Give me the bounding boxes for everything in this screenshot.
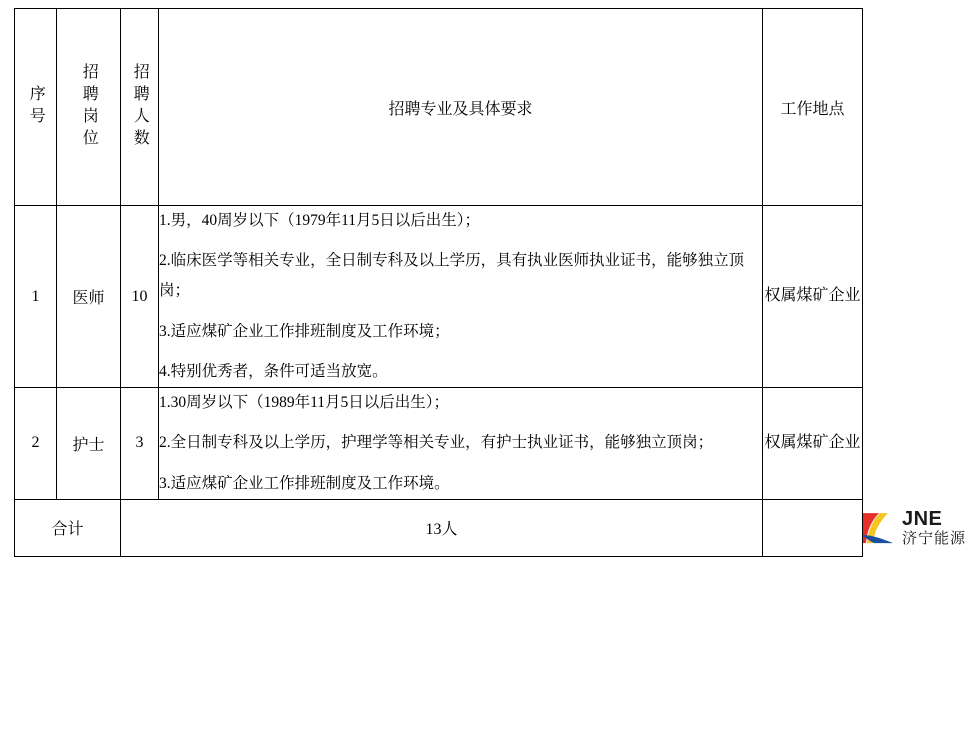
logo-cell	[763, 499, 966, 556]
cell-post: 护士	[57, 388, 121, 500]
table-total-row	[15, 499, 863, 556]
document-page	[0, 8, 966, 737]
table-header-row	[15, 9, 863, 206]
header-cell-post	[57, 9, 121, 206]
header-count-label: 招聘人数	[131, 63, 149, 151]
cell-seq: 2	[15, 388, 57, 500]
header-cell-requirements	[159, 9, 763, 206]
header-post-wrap	[57, 9, 120, 205]
company-logo	[861, 509, 966, 547]
requirement-line: 3.适应煤矿企业工作排班制度及工作环境。	[159, 474, 450, 492]
cell-count: 3	[121, 388, 159, 500]
cell-location: 权属煤矿企业	[763, 388, 863, 500]
requirement-line: 3.适应煤矿企业工作排班制度及工作环境；	[159, 322, 450, 340]
logo-text	[902, 509, 966, 547]
header-requirements-label: 招聘专业及具体要求	[388, 100, 533, 118]
total-label: 合计	[15, 499, 121, 556]
recruitment-table	[14, 8, 966, 557]
header-cell-location	[763, 9, 863, 206]
total-value: 13人	[121, 499, 763, 556]
requirement-line: 1.男，40周岁以下（1979年11月5日以后出生）；	[159, 212, 481, 229]
table-row	[15, 388, 863, 500]
header-cell-seq	[15, 9, 57, 206]
requirement-line: 2.全日制专科及以上学历，护理学等相关专业，有护士执业证书，能够独立顶岗；	[159, 434, 714, 452]
jne-logo-icon	[861, 511, 895, 545]
requirement-line: 2.临床医学等相关专业，全日制专科及以上学历，具有执业医师执业证书，能够独立顶岗；	[159, 252, 745, 300]
header-post-label: 招聘岗位	[80, 63, 98, 151]
logo-cn-label: 济宁能源	[901, 529, 966, 547]
header-location-label: 工作地点	[780, 100, 845, 118]
header-count-wrap	[121, 9, 158, 205]
cell-seq: 1	[15, 206, 57, 388]
header-cell-count	[121, 9, 159, 206]
logo-en-label: JNE	[901, 507, 943, 530]
cell-count: 10	[121, 206, 159, 388]
table-row	[15, 206, 863, 388]
requirement-line: 4.特别优秀者，条件可适当放宽。	[159, 362, 388, 380]
cell-post: 医师	[57, 206, 121, 388]
header-seq-wrap	[15, 9, 56, 205]
cell-location: 权属煤矿企业	[763, 206, 863, 388]
cell-requirements	[159, 206, 763, 388]
header-seq-label: 序号	[27, 85, 45, 129]
cell-requirements	[159, 388, 763, 500]
requirement-line: 1.30周岁以下（1989年11月5日以后出生）；	[159, 394, 450, 412]
